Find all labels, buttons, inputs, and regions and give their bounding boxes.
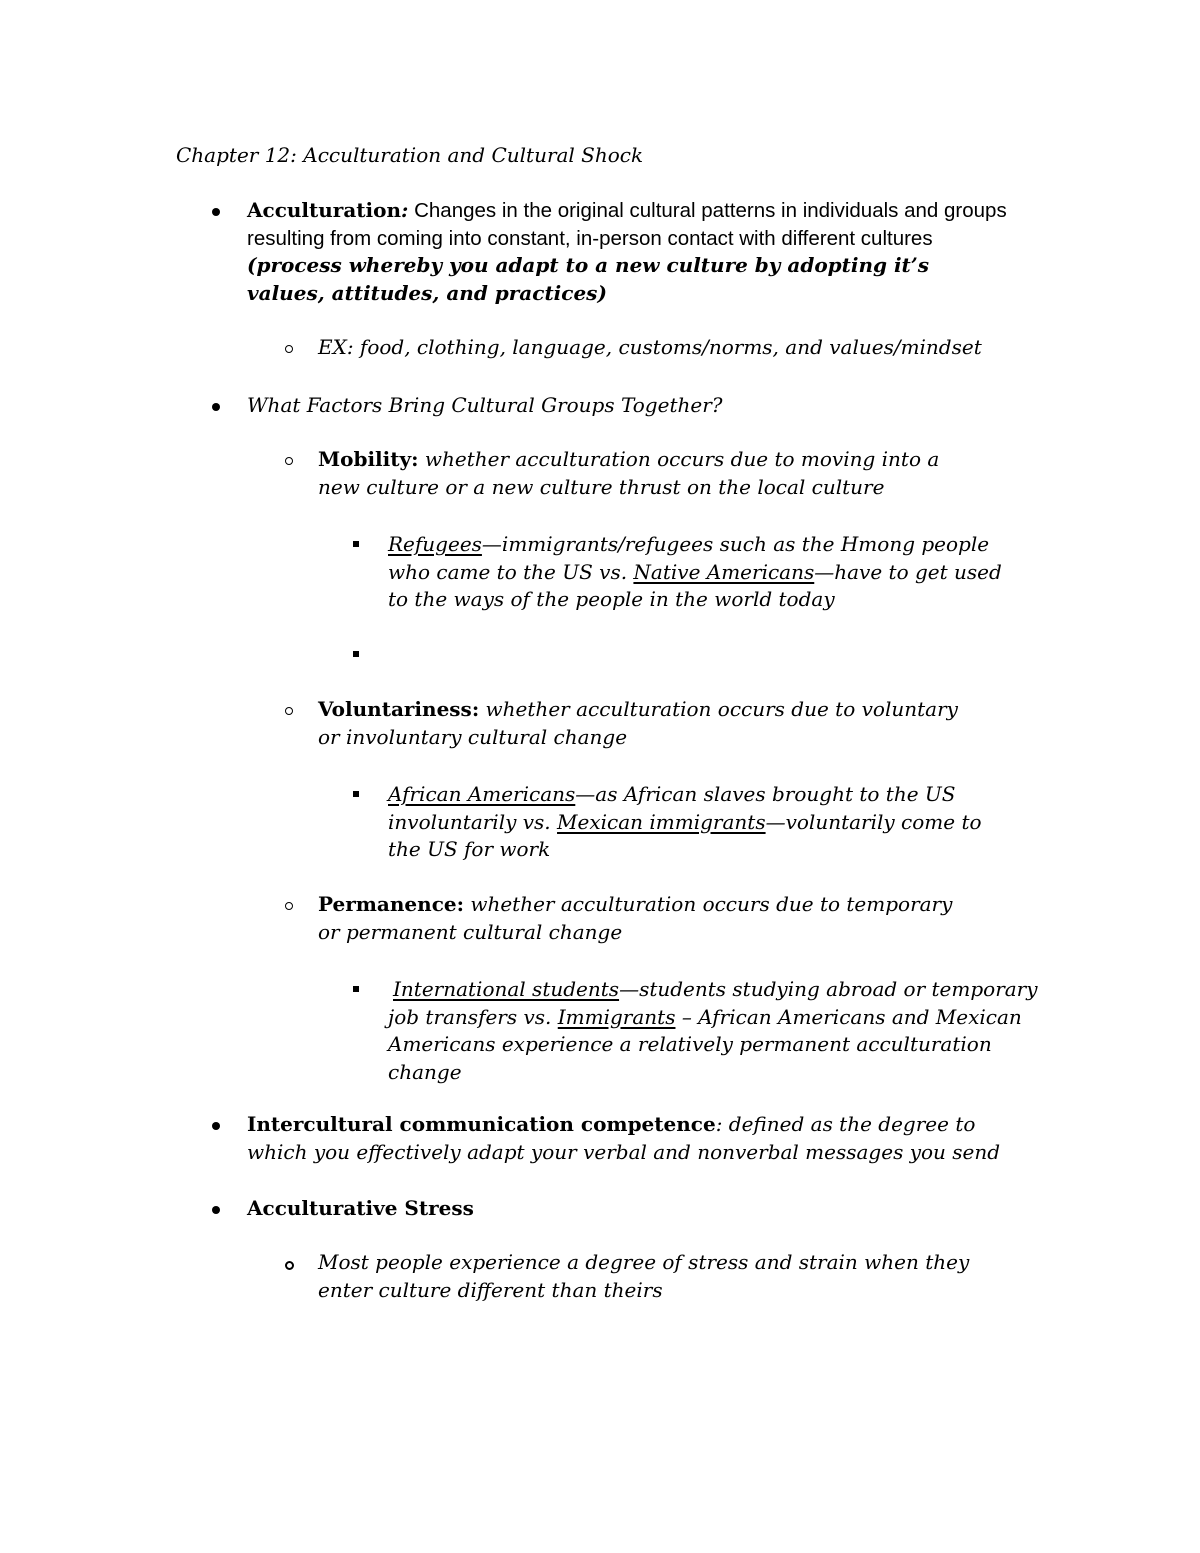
mobility-example-a-text: —immigrants/refugees such as the Hmong people who came to the US vs. xyxy=(388,532,990,584)
page-title: Chapter 12: Acculturation and Cultural Shock xyxy=(176,143,644,167)
bullet-circle xyxy=(285,345,293,353)
bullet-circle-bold xyxy=(285,1261,294,1270)
bullet-circle xyxy=(285,457,293,465)
acculturation-term: Acculturation xyxy=(247,198,402,222)
voluntariness-example-a-text: —as African slaves brought to the US involuntarily vs. xyxy=(388,782,956,834)
bullet-square xyxy=(353,791,359,797)
voluntariness-text: whether acculturation occurs due to voluntary or involuntary cultural change xyxy=(318,697,958,749)
voluntariness-example-b: Mexican immigrants xyxy=(557,809,766,834)
mobility-term: Mobility: xyxy=(318,447,419,471)
stress-text: Most people experience a degree of stress and strain when they enter culture different than theirs xyxy=(318,1250,970,1302)
permanence-example xyxy=(388,976,1038,1086)
bullet-square xyxy=(353,651,359,657)
mobility-example-b: Native Americans xyxy=(633,559,815,584)
acculturation-colon: : xyxy=(401,198,409,222)
voluntariness-example-a: African Americans xyxy=(388,782,576,806)
mobility-example-b-text: —have to get used to the ways of the people in the world today xyxy=(388,559,1002,611)
bullet-circle xyxy=(285,902,293,910)
bullet-dot xyxy=(212,208,220,216)
bullet-dot xyxy=(212,1122,220,1130)
permanence-example-a: International students xyxy=(393,977,620,1001)
permanence-term: Permanence: xyxy=(318,892,464,916)
permanence-item xyxy=(318,891,978,946)
voluntariness-term: Voluntariness: xyxy=(318,697,480,721)
acculturation-example: EX: food, clothing, language, customs/norms, and values/mindset xyxy=(318,335,982,359)
factors-question: What Factors Bring Cultural Groups Together? xyxy=(247,393,723,417)
mobility-example xyxy=(388,531,1028,614)
bullet-square xyxy=(353,541,359,547)
competence-text: : defined as the degree to which you effectively adapt your verbal and nonverbal messages you send xyxy=(247,1112,1001,1164)
acculturation-note: (process whereby you adapt to a new culture by adopting it’s values, attitudes, and practices) xyxy=(247,253,930,305)
voluntariness-example xyxy=(388,781,1018,864)
bullet-dot xyxy=(212,403,220,411)
mobility-item xyxy=(318,446,978,501)
bullet-dot xyxy=(212,1206,220,1214)
competence-item xyxy=(247,1111,1027,1166)
permanence-example-a-text: —students studying abroad or temporary job transfers vs. xyxy=(388,977,1038,1029)
acculturation-item xyxy=(247,197,1007,307)
stress-term: Acculturative Stress xyxy=(247,1196,474,1220)
permanence-example-b: Immigrants xyxy=(557,1004,676,1029)
bullet-square xyxy=(353,986,359,992)
acculturation-definition: Changes in the original cultural patterns in individuals and groups resulting from coming into constant, in-person contact with different cultures xyxy=(247,199,1007,250)
permanence-text: whether acculturation occurs due to temporary or permanent cultural change xyxy=(318,892,953,944)
voluntariness-item xyxy=(318,696,978,751)
bullet-circle xyxy=(285,707,293,715)
voluntariness-example-b-text: —voluntarily come to the US for work xyxy=(388,809,982,861)
mobility-example-a: Refugees xyxy=(388,532,482,556)
mobility-text: whether acculturation occurs due to moving into a new culture or a new culture thrust on the local culture xyxy=(318,447,940,499)
competence-term: Intercultural communication competence xyxy=(247,1112,716,1136)
permanence-example-b-text: – African Americans and Mexican Americans experience a relatively permanent acculturation change xyxy=(388,1004,1022,1084)
